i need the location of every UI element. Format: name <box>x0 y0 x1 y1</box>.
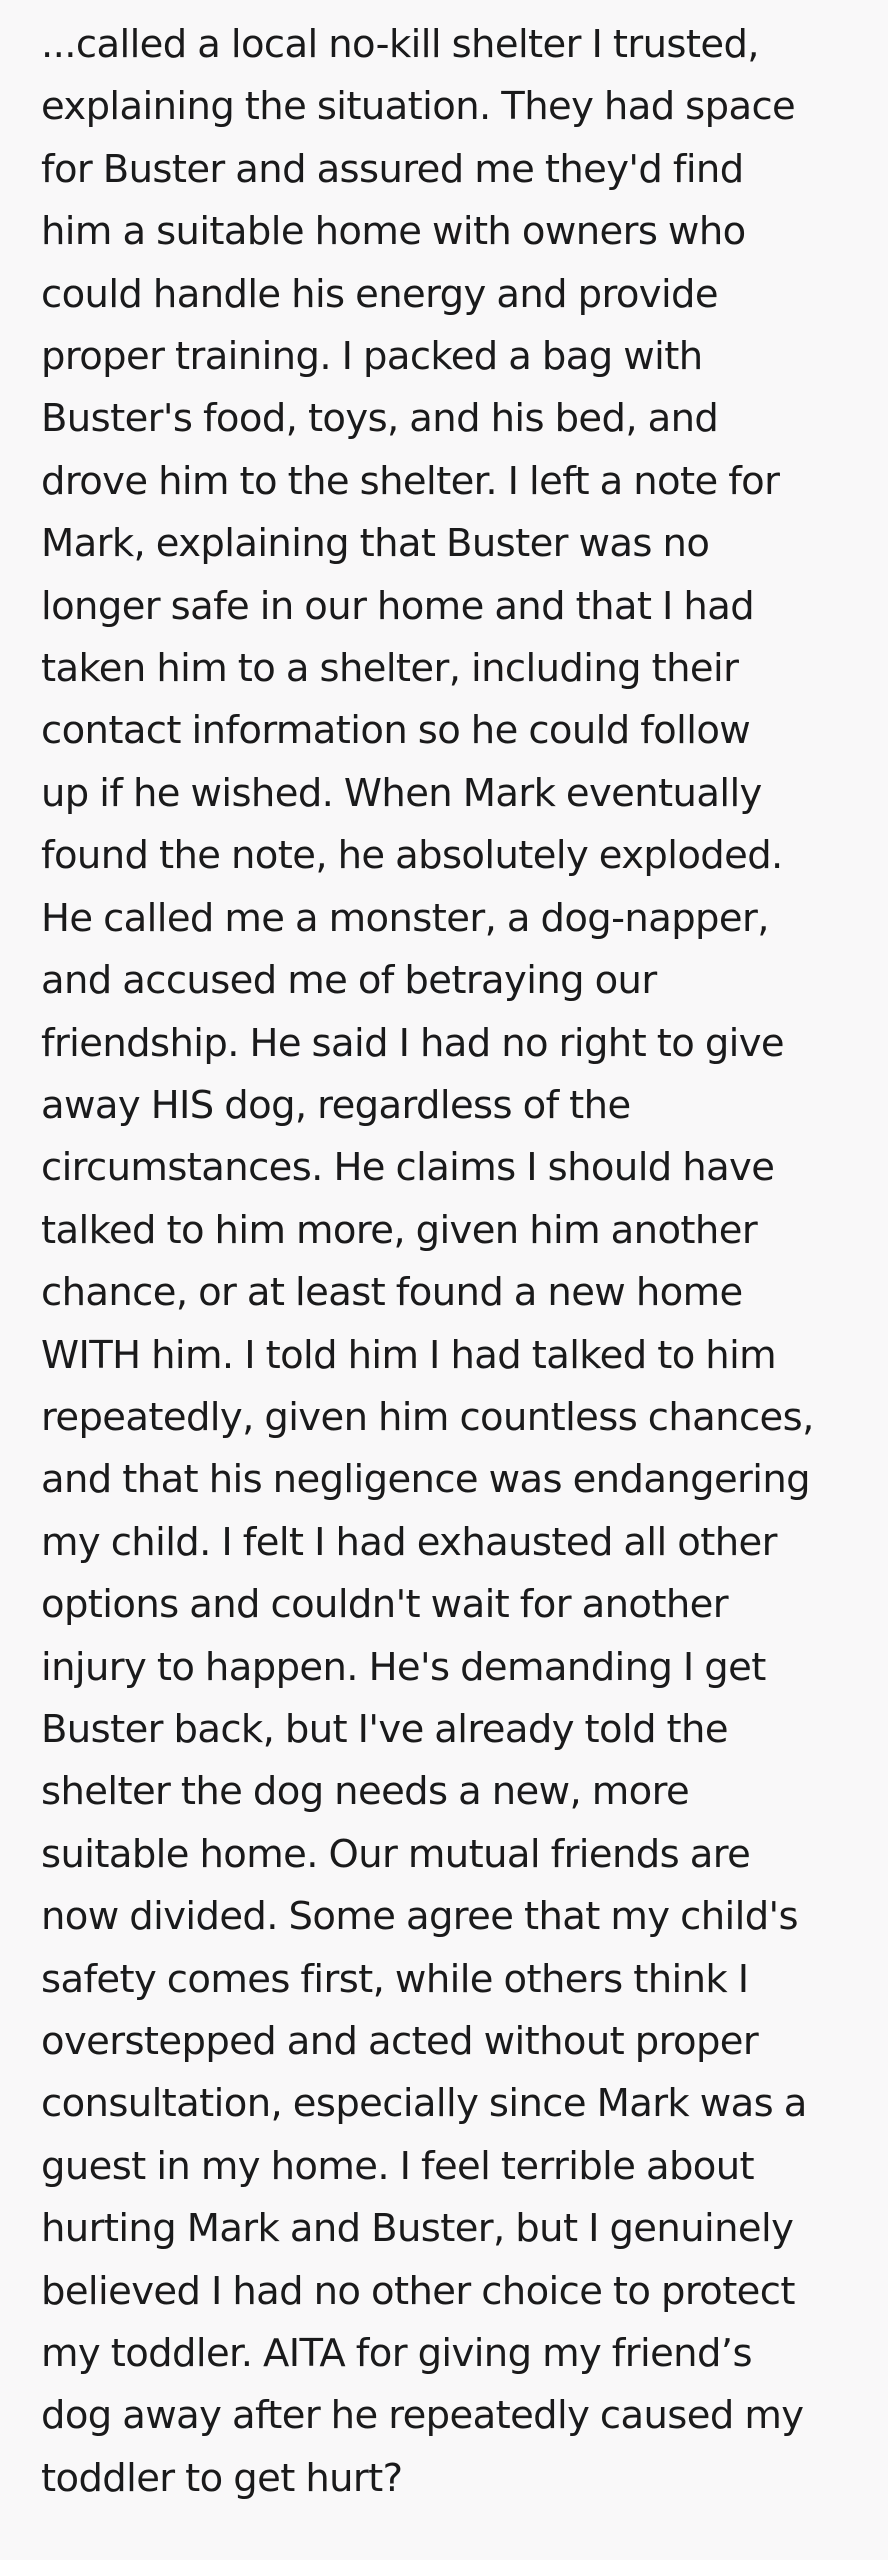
post-line: longer safe in our home and that I had <box>41 583 755 629</box>
post-line: my toddler. AITA for giving my friend’s <box>41 2331 752 2377</box>
post-line: believed I had no other choice to protect <box>41 2268 795 2314</box>
post-line: taken him to a shelter, including their <box>41 646 739 692</box>
post-line: and accused me of betraying our <box>41 958 657 1004</box>
post-line: repeatedly, given him countless chances, <box>41 1394 814 1440</box>
post-line: options and couldn't wait for another <box>41 1582 728 1628</box>
post-line: Buster's food, toys, and his bed, and <box>41 396 719 442</box>
post-line: consultation, especially since Mark was a <box>41 2081 807 2127</box>
post-line: and that his negligence was endangering <box>41 1457 811 1503</box>
post-line: guest in my home. I feel terrible about <box>41 2143 755 2189</box>
post-line: WITH him. I told him I had talked to him <box>41 1332 777 1378</box>
post-line: circumstances. He claims I should have <box>41 1145 775 1191</box>
post-body-text <box>41 14 848 2510</box>
post-line: safety comes first, while others think I <box>41 1956 749 2002</box>
post-line: contact information so he could follow <box>41 708 751 754</box>
post-line: drove him to the shelter. I left a note for <box>41 458 780 504</box>
post-line: now divided. Some agree that my child's <box>41 1894 798 1940</box>
post-line: Buster back, but I've already told the <box>41 1706 728 1752</box>
post-line: for Buster and assured me they'd find <box>41 146 744 192</box>
post-line: chance, or at least found a new home <box>41 1270 743 1316</box>
post-line: him a suitable home with owners who <box>41 209 746 255</box>
post-line: toddler to get hurt? <box>41 2455 403 2501</box>
post-line: shelter the dog needs a new, more <box>41 1769 690 1815</box>
post-line: dog away after he repeatedly caused my <box>41 2393 804 2439</box>
post-line: proper training. I packed a bag with <box>41 334 703 380</box>
post-line: ...called a local no-kill shelter I trusted, <box>41 22 759 67</box>
post-line: overstepped and acted without proper <box>41 2019 759 2064</box>
post-line: friendship. He said I had no right to give <box>41 1020 785 1066</box>
post-line: found the note, he absolutely exploded. <box>41 833 783 879</box>
post-line: explaining the situation. They had space <box>41 84 796 130</box>
post-line: my child. I felt I had exhausted all other <box>41 1519 777 1565</box>
post-line: injury to happen. He's demanding I get <box>41 1644 766 1690</box>
post-line: suitable home. Our mutual friends are <box>41 1831 751 1877</box>
post-line: talked to him more, given him another <box>41 1207 758 1253</box>
post-line: away HIS dog, regardless of the <box>41 1082 631 1128</box>
post-line: could handle his energy and provide <box>41 271 718 317</box>
post-line: Mark, explaining that Buster was no <box>41 521 710 567</box>
post-line: up if he wished. When Mark eventually <box>41 770 762 816</box>
post-line: He called me a monster, a dog-napper, <box>41 895 769 941</box>
post-line: hurting Mark and Buster, but I genuinely <box>41 2206 794 2252</box>
